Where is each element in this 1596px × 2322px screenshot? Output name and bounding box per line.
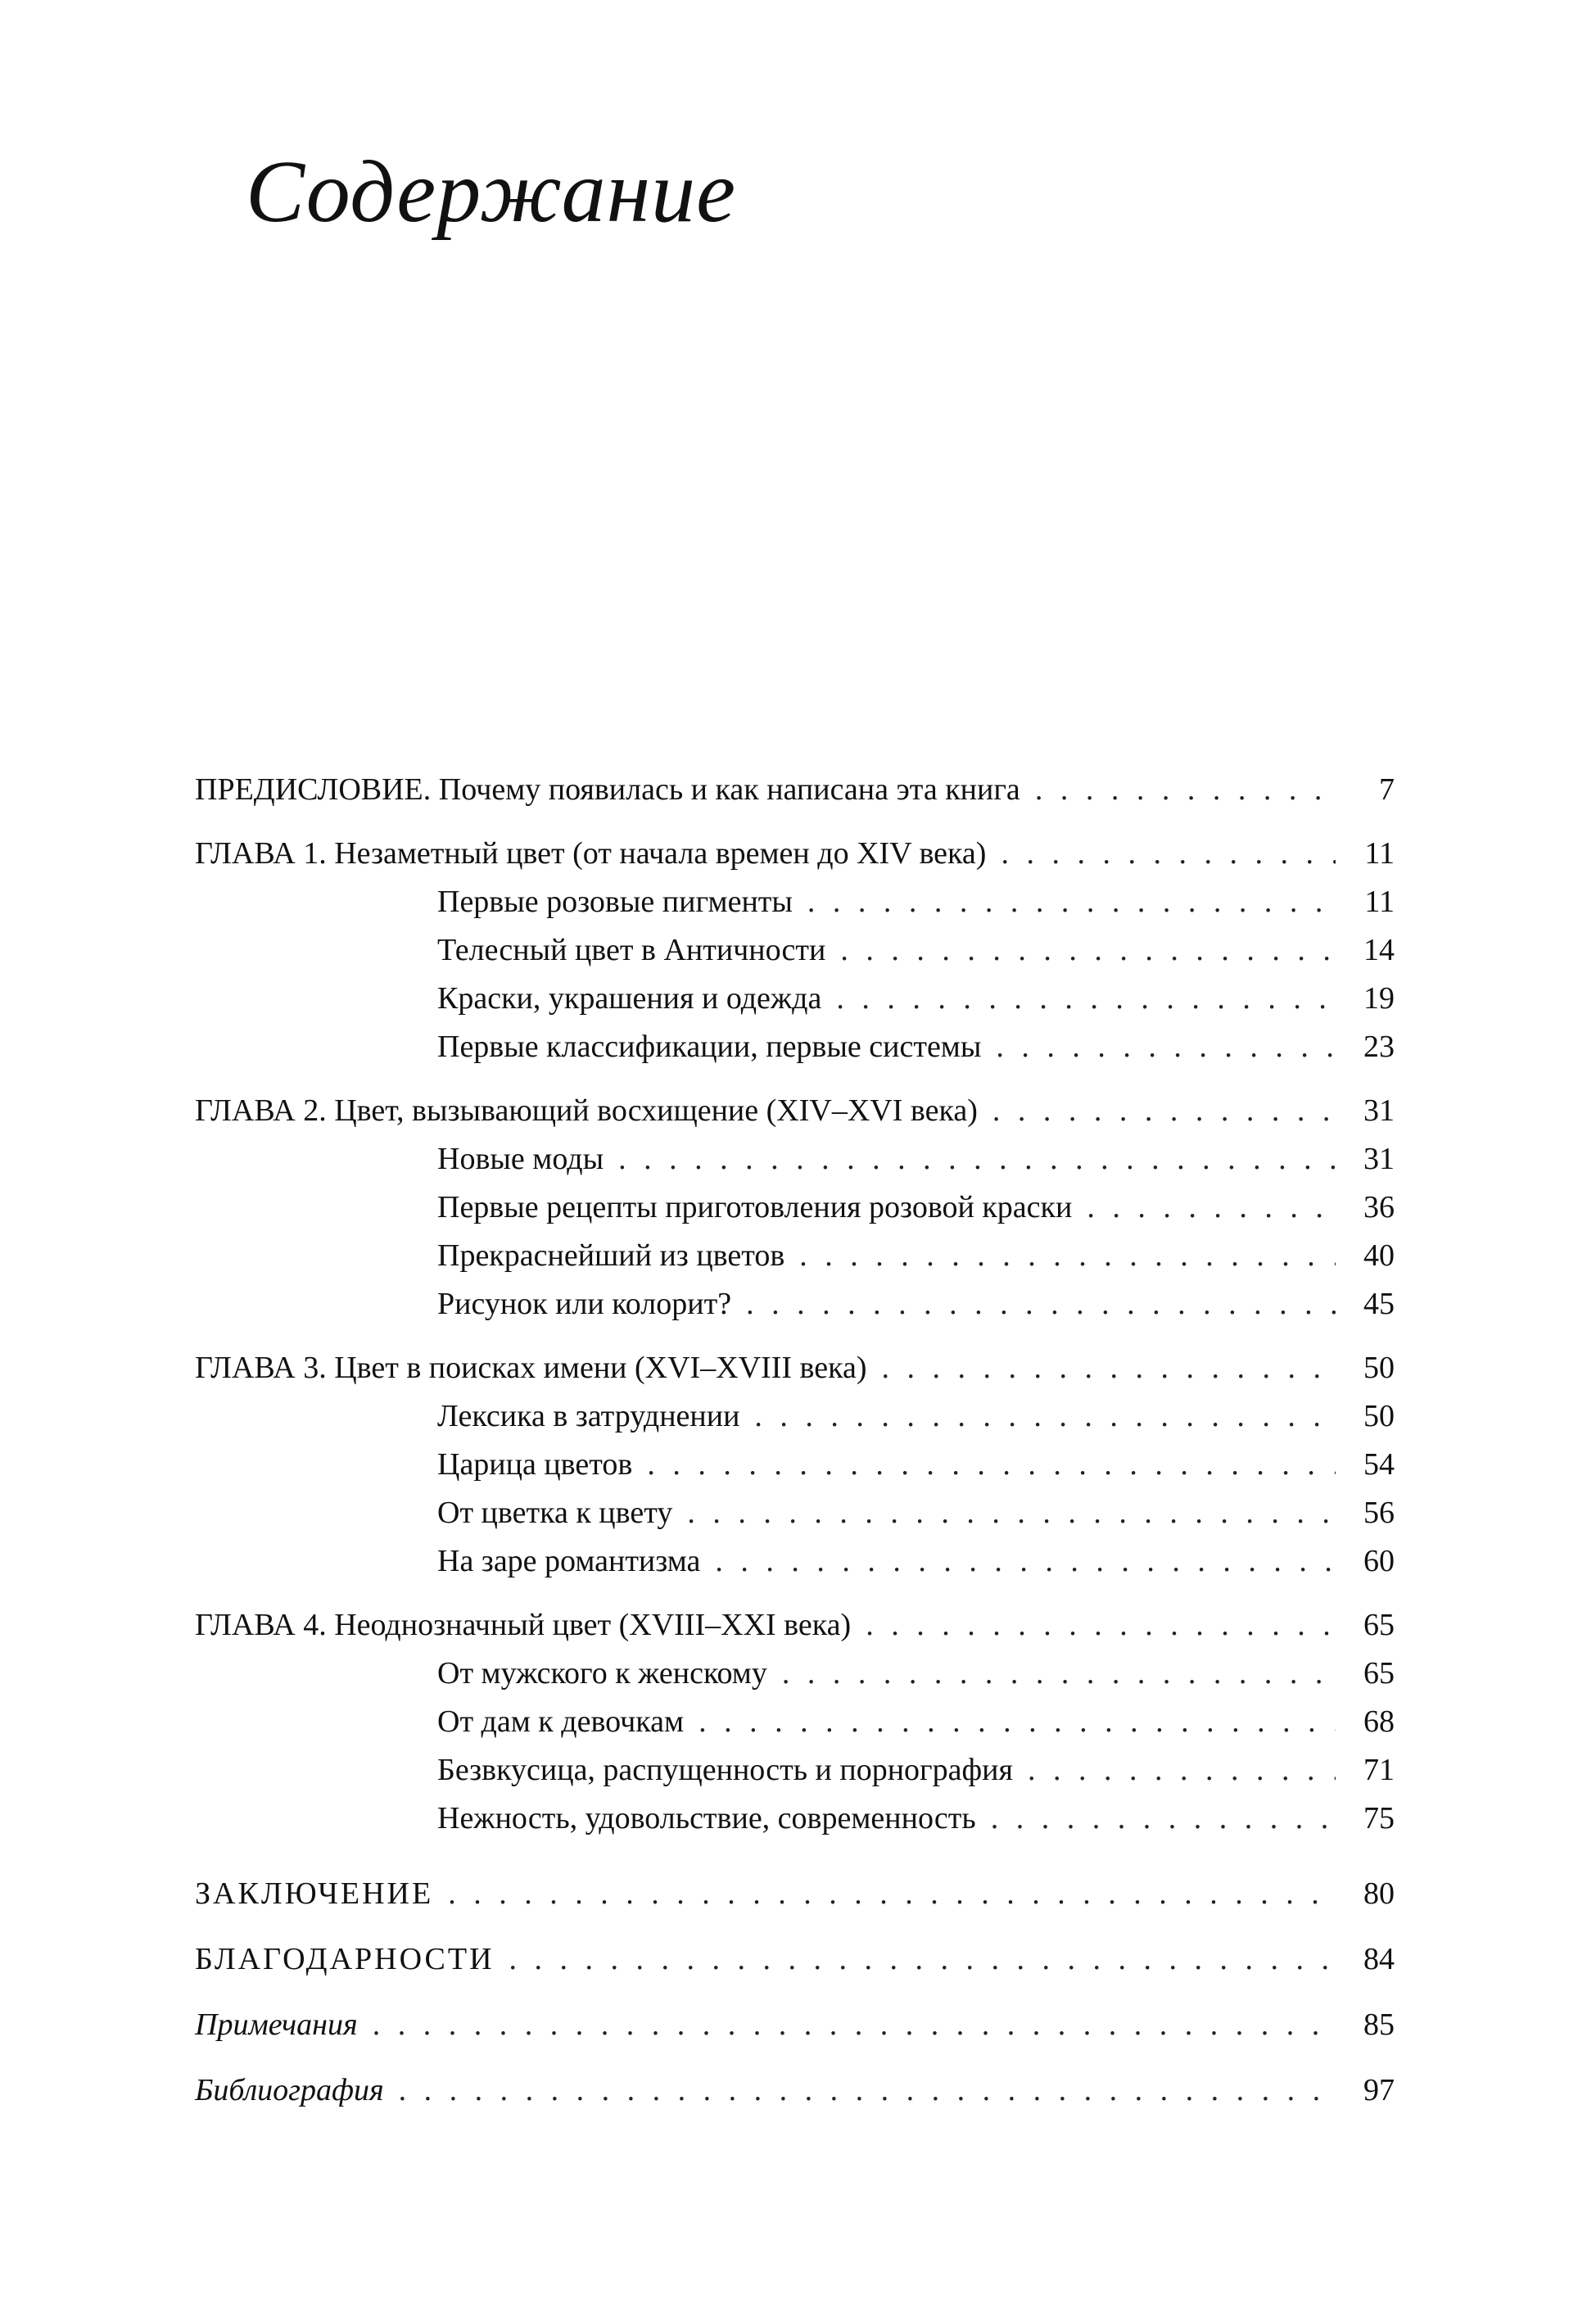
toc-entry-notes[interactable] <box>195 1992 1395 2057</box>
toc-entry-section[interactable] <box>195 1698 1395 1746</box>
toc-page-number: 60 <box>1363 1544 1395 1578</box>
toc-page-number: 45 <box>1363 1287 1395 1321</box>
toc-entry-chapter-4[interactable] <box>195 1601 1395 1650</box>
toc-entry-label: Новые моды <box>437 1142 604 1176</box>
toc-entry-label: Телесный цвет в Античности <box>437 933 826 967</box>
toc-entry-chapter-1[interactable] <box>195 830 1395 878</box>
toc-entry-section[interactable] <box>195 1280 1395 1328</box>
toc-entry-section[interactable] <box>195 1135 1395 1184</box>
dot-leader <box>782 1650 1336 1698</box>
toc-page-number: 54 <box>1363 1447 1395 1482</box>
toc-page-number: 23 <box>1363 1030 1395 1064</box>
toc-entry-label: Первые рецепты приготовления розовой краски <box>437 1190 1073 1224</box>
toc-entry-section[interactable] <box>195 1441 1395 1489</box>
toc-page-number: 31 <box>1363 1142 1395 1176</box>
toc-page-number: 71 <box>1363 1753 1395 1787</box>
dot-leader <box>699 1698 1336 1746</box>
dot-leader <box>687 1489 1336 1537</box>
toc-entry-label: Нежность, удовольствие, современность <box>437 1801 976 1835</box>
toc-page-number: 40 <box>1363 1238 1395 1273</box>
toc-entry-section[interactable] <box>195 975 1395 1023</box>
toc-page-number: 84 <box>1363 1942 1395 1976</box>
toc-page-number: 7 <box>1379 772 1395 807</box>
toc-entry-conclusion[interactable] <box>195 1861 1395 1926</box>
toc-entry-section[interactable] <box>195 1650 1395 1698</box>
toc-entry-bibliography[interactable] <box>195 2057 1395 2123</box>
toc-entry-label: Примечания <box>195 2007 358 2042</box>
toc-entry-section[interactable] <box>195 878 1395 926</box>
toc-entry-label: Библиография <box>195 2073 384 2107</box>
toc-entry-label: Безвкусица, распущенность и порнография <box>437 1753 1013 1787</box>
toc-page-number: 14 <box>1363 933 1395 967</box>
dot-leader <box>746 1280 1336 1328</box>
toc-entry-label: ЗАКЛЮЧЕНИЕ <box>195 1876 434 1911</box>
toc-entry-label: От дам к девочкам <box>437 1704 685 1739</box>
toc-entry-label: БЛАГОДАРНОСТИ <box>195 1942 495 1976</box>
toc-page-number: 85 <box>1363 2007 1395 2042</box>
table-of-contents <box>195 766 1395 2123</box>
toc-entry-label: Первые классификации, первые системы <box>437 1030 982 1064</box>
toc-page-number: 11 <box>1364 885 1395 919</box>
toc-entry-section[interactable] <box>195 1489 1395 1537</box>
toc-page-number: 97 <box>1363 2073 1395 2107</box>
toc-page-number: 65 <box>1363 1608 1395 1642</box>
toc-entry-section[interactable] <box>195 1184 1395 1232</box>
toc-entry-section[interactable] <box>195 1232 1395 1280</box>
dot-leader <box>866 1601 1336 1650</box>
toc-page-number: 65 <box>1363 1656 1395 1691</box>
toc-entry-preface[interactable] <box>195 766 1395 814</box>
toc-entry-acknowledgements[interactable] <box>195 1926 1395 1992</box>
dot-leader <box>509 1926 1336 1992</box>
dot-leader <box>992 1087 1336 1135</box>
toc-page-number: 19 <box>1363 981 1395 1016</box>
toc-entry-label: ГЛАВА 4. Неоднозначный цвет (XVIII–XXI века) <box>195 1608 852 1642</box>
toc-page-number: 50 <box>1363 1351 1395 1385</box>
toc-entry-label: От цветка к цвету <box>437 1496 673 1530</box>
toc-entry-chapter-3[interactable] <box>195 1344 1395 1392</box>
toc-entry-label: Лексика в затруднении <box>437 1399 740 1433</box>
dot-leader <box>647 1441 1336 1489</box>
toc-page-number: 75 <box>1363 1801 1395 1835</box>
toc-page-number: 80 <box>1363 1876 1395 1911</box>
toc-entry-label: ПРЕДИСЛОВИЕ. Почему появилась и как написана эта книга <box>195 772 1020 807</box>
toc-entry-label: На заре романтизма <box>437 1544 701 1578</box>
toc-page-number: 36 <box>1363 1190 1395 1224</box>
toc-entry-chapter-2[interactable] <box>195 1087 1395 1135</box>
dot-leader <box>991 1795 1336 1843</box>
toc-entry-label: От мужского к женскому <box>437 1656 767 1691</box>
dot-leader <box>373 1992 1336 2057</box>
dot-leader <box>448 1861 1336 1926</box>
toc-entry-section[interactable] <box>195 926 1395 975</box>
dot-leader <box>840 926 1336 975</box>
toc-page-number: 68 <box>1363 1704 1395 1739</box>
toc-page-number: 31 <box>1363 1093 1395 1128</box>
dot-leader <box>836 975 1336 1023</box>
dot-leader <box>715 1537 1336 1586</box>
toc-entry-label: Царица цветов <box>437 1447 633 1482</box>
toc-page-number: 56 <box>1363 1496 1395 1530</box>
toc-entry-section[interactable] <box>195 1392 1395 1441</box>
dot-leader <box>1028 1746 1336 1795</box>
toc-entry-label: ГЛАВА 3. Цвет в поисках имени (XVI–XVIII века) <box>195 1351 867 1385</box>
toc-entry-label: Краски, украшения и одежда <box>437 981 822 1016</box>
toc-entry-label: Прекраснейший из цветов <box>437 1238 785 1273</box>
toc-entry-section[interactable] <box>195 1023 1395 1071</box>
dot-leader <box>1035 766 1336 814</box>
page-title: Содержание <box>246 143 737 241</box>
dot-leader <box>996 1023 1336 1071</box>
dot-leader <box>799 1232 1336 1280</box>
toc-entry-section[interactable] <box>195 1746 1395 1795</box>
toc-entry-section[interactable] <box>195 1537 1395 1586</box>
toc-entry-section[interactable] <box>195 1795 1395 1843</box>
toc-entry-label: ГЛАВА 2. Цвет, вызывающий восхищение (XIV–XVI века) <box>195 1093 978 1128</box>
toc-entry-label: Первые розовые пигменты <box>437 885 793 919</box>
dot-leader <box>1001 830 1336 878</box>
dot-leader <box>754 1392 1336 1441</box>
dot-leader <box>618 1135 1336 1184</box>
toc-page-number: 50 <box>1363 1399 1395 1433</box>
dot-leader <box>399 2057 1336 2123</box>
toc-entry-label: ГЛАВА 1. Незаметный цвет (от начала времен до XIV века) <box>195 836 987 871</box>
dot-leader <box>807 878 1336 926</box>
dot-leader <box>882 1344 1336 1392</box>
toc-page-number: 11 <box>1364 836 1395 871</box>
toc-entry-label: Рисунок или колорит? <box>437 1287 732 1321</box>
dot-leader <box>1087 1184 1336 1232</box>
